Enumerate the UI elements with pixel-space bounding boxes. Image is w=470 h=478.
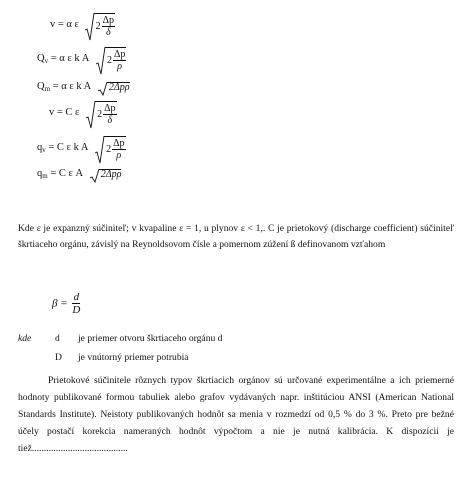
square-root [85, 13, 115, 38]
square-root [95, 136, 125, 161]
coefficient: 2 [106, 54, 112, 66]
numerator: d [73, 291, 80, 303]
numerator: Δp [113, 138, 125, 149]
square-root [96, 47, 126, 72]
numerator: Δp [102, 15, 115, 26]
equation-lhs: v = α ε [50, 19, 79, 31]
equation-qm-alpha [37, 82, 130, 94]
equation-lhs: $q_v = C$ ε k A [37, 142, 89, 154]
definition-D-text: je vnútorný priemer potrubia [78, 352, 189, 363]
numerator: Δp [113, 49, 126, 60]
equation-lhs: v = C ε [49, 107, 80, 119]
paragraph-discharge-coefficients: Prietokové súčinitele rôznych typov škrtiacich orgánov sú určované experimentálne a ich priemerné hodnoty publikované formou tabuliek alebo grafov vydávaných napr. inštitúciou ANSI (American National Standards Institute). Neistoty publikovaných hodnôt sa menia v rozmedzí od 0,5 % do 3 %. Preto pre bežné účely postačí korekcia nameraných hodnôt výpočtom a nie je nutná kalibrácia. K dispozícii je tiež........................................ [18, 375, 454, 454]
equation-qv-c [37, 136, 126, 161]
equation-beta [52, 291, 80, 316]
equation-velocity-alpha [50, 13, 115, 38]
fraction [103, 103, 116, 126]
equation-lhs: $q_m = C$ ε A [37, 168, 84, 181]
denominator: δ [107, 115, 113, 126]
equation-lhs: $Q_v = \alpha$ ε k A [37, 53, 90, 65]
definition-d [18, 333, 222, 344]
symbol-D: D [55, 352, 62, 363]
coefficient: 2 [106, 143, 112, 155]
square-root [98, 82, 130, 94]
square-root [90, 169, 122, 181]
coefficient: 2 [95, 20, 101, 32]
equation-lhs: β = [52, 297, 68, 310]
symbol-d: d [55, 333, 60, 344]
paragraph-expansion-coefficient: Kde ε je expanzný súčiniteľ; v kvapaline ε = 1, u plynov ε < 1,. C je prietokový (discharge coefficient) súčiniteľ škrtiaceho orgánu, závislý na Reynoldsovom čísle a pomernom zúžení ß definovanom vzťahom [18, 223, 454, 250]
radicand: 2Δpρ [100, 169, 122, 180]
denominator: δ [105, 27, 111, 38]
denominator: ρ [117, 61, 123, 72]
numerator: Δp [104, 103, 116, 114]
definition-d-text: je priemer otvoru škrtiaceho orgánu d [78, 333, 223, 344]
kde-label: kde [18, 333, 32, 344]
radicand: 2Δpρ [108, 82, 130, 93]
equation-qv-alpha [37, 47, 126, 72]
denominator: ρ [116, 150, 122, 161]
fraction [72, 291, 80, 316]
definition-D [55, 352, 189, 363]
equation-velocity-c [49, 101, 117, 126]
fraction [113, 49, 126, 72]
denominator: D [72, 304, 81, 316]
equation-lhs: $Q_m = \alpha$ ε k A [37, 81, 92, 94]
fraction [102, 15, 115, 38]
equation-qm-c [37, 169, 121, 181]
square-root [86, 101, 116, 126]
coefficient: 2 [97, 108, 103, 120]
fraction [112, 138, 125, 161]
